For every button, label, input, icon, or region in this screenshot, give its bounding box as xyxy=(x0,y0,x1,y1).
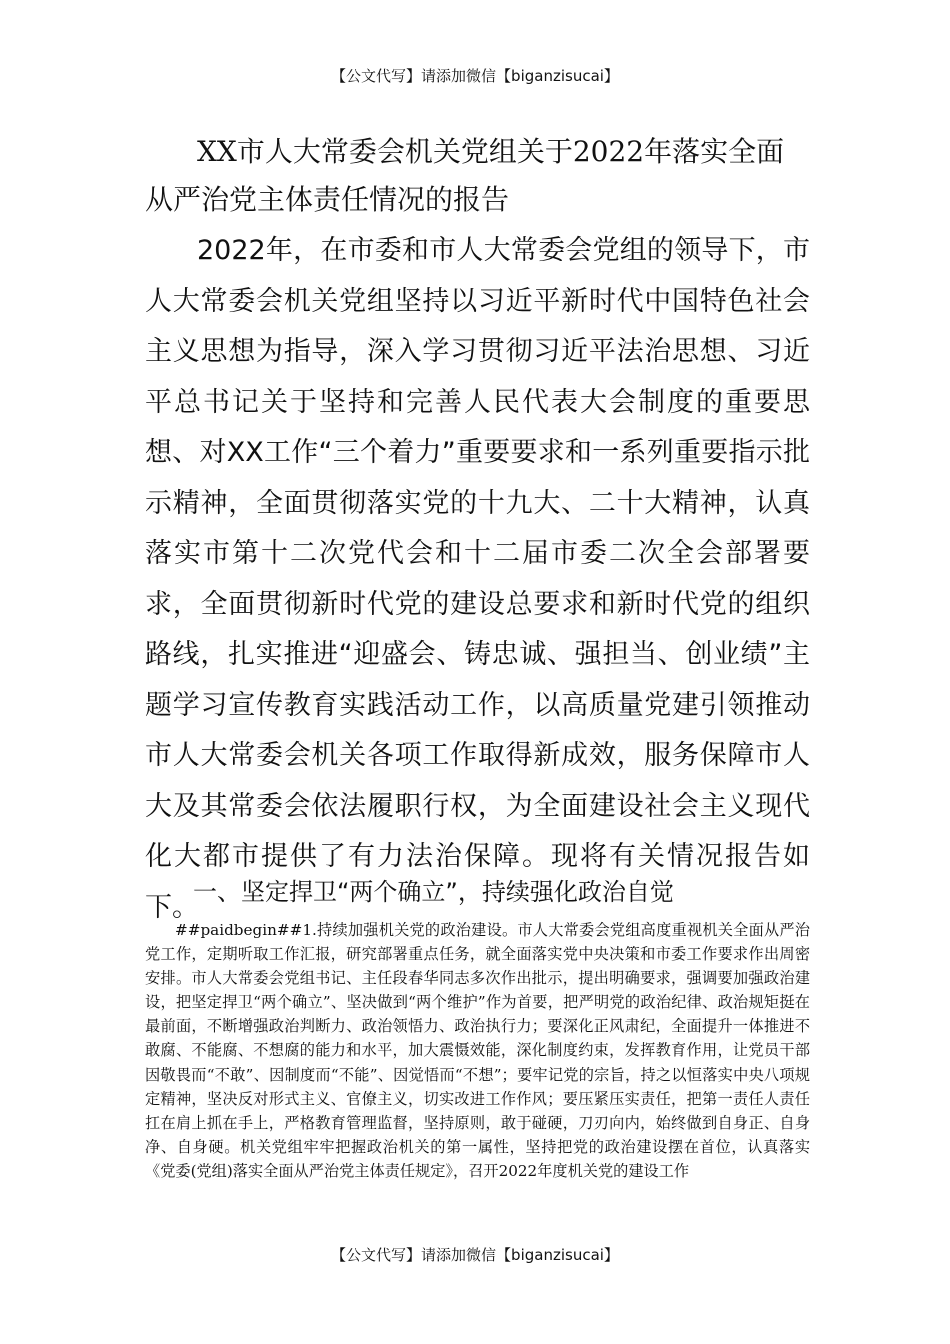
intro-paragraph: 2022年，在市委和市人大常委会党组的领导下，市人大常委会机关党组坚持以习近平新时代中国特色社会主义思想为指导，深入学习贯彻习近平法治思想、习近平总书记关于坚持和完善人民代表大会制度的重要思想、对XX工作“三个着力”重要要求和一系列重要指示批示精神，全面贯彻落实党的十九大、二十大精神，认真落实市第十二次党代会和十二届市委二次全会部署要求，全面贯彻新时代党的建设总要求和新时代党的组织路线，扎实推进“迎盛会、铸忠诚、强担当、创业绩”主题学习宣传教育实践活动工作，以高质量党建引领推动市人大常委会机关各项工作取得新成效，服务保障市人大及其常委会依法履职行权，为全面建设社会主义现代化大都市提供了有力法治保障。现将有关情况报告如下。 xyxy=(145,235,810,923)
section-body-paragraph: ##paidbegin##1.持续加强机关党的政治建设。市人大常委会党组高度重视机关全面从严治党工作，定期听取工作汇报，研究部署重点任务，就全面落实党中央决策和市委工作要求作出周密安排。市人大常委会党组书记、主任段春华同志多次作出批示，提出明确要求，强调要加强政治建设，把坚定捍卫“两个确立”、坚决做到“两个维护”作为首要，把严明党的政治纪律、政治规矩挺在最前面，不断增强政治判断力、政治领悟力、政治执行力；要深化正风肃纪，全面提升一体推进不敢腐、不能腐、不想腐的能力和水平，加大震慑效能，深化制度约束，发挥教育作用，让党员干部因敬畏而“不敢”、因制度而“不能”、因觉悟而“不想”；要牢记党的宗旨，持之以恒落实中央八项规定精神，坚决反对形式主义、官僚主义，切实改进工作作风；要压紧压实责任，把第一责任人责任扛在肩上抓在手上，严格教育管理监督，坚持原则，敢于碰硬，刀刃向内，始终做到自身正、自身净、自身硬。机关党组牢牢把握政治机关的第一属性，坚持把党的政治建设摆在首位，认真落实《党委(党组)落实全面从严治党主体责任规定》，召开2022年度机关党的建设工作 xyxy=(145,921,810,1180)
page-footer: 【公文代写】请添加微信【biganzisucai】 xyxy=(331,1246,619,1264)
document-title: XX市人大常委会机关党组关于2022年落实全面从严治党主体责任情况的报告 xyxy=(145,135,785,216)
section-heading: 一、坚定捍卫“两个确立”，持续强化政治自觉 xyxy=(193,878,674,906)
page-header: 【公文代写】请添加微信【biganzisucai】 xyxy=(331,67,619,85)
